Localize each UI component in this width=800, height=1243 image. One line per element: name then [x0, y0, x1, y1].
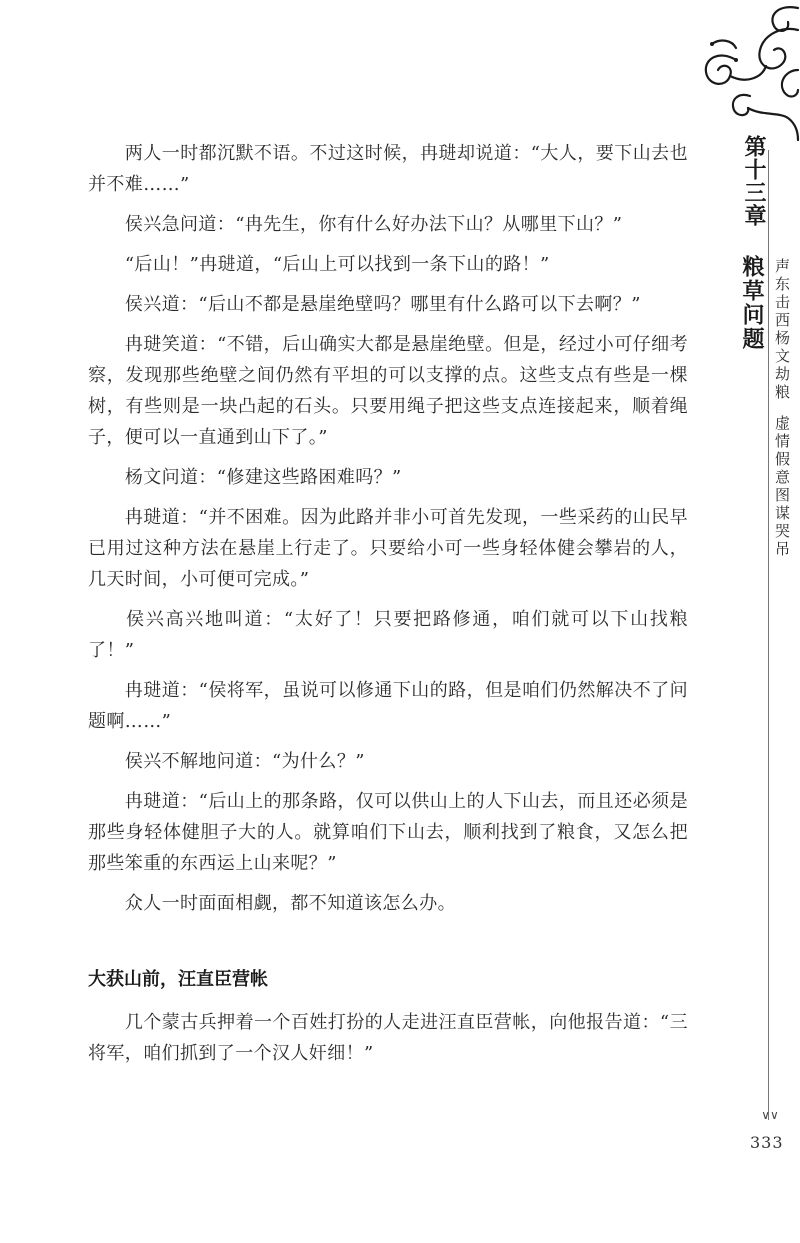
- paragraph: 杨文问道：“修建这些路困难吗？”: [124, 467, 402, 488]
- chapter-subtitle-line1: 声东击西杨文劫粮: [773, 258, 791, 402]
- paragraph: 侯兴道：“后山不都是悬崖绝壁吗？哪里有什么路可以下去啊？”: [124, 294, 641, 315]
- page-number: 333: [750, 1133, 784, 1152]
- paragraph: 几个蒙古兵押着一个百姓打扮的人走进汪直臣营帐，向他报告道：“三将军，咱们抓到了一个汉人奸细！”: [88, 1012, 688, 1064]
- side-divider: [768, 150, 769, 1120]
- paragraph: “后山！”冉琎道，“后山上可以找到一条下山的路！”: [124, 254, 550, 275]
- paragraph: 冉琎道：“后山上的那条路，仅可以供山上的人下山去，而且还必须是那些身轻体健胆子大的人。就算咱们下山去，顺利找到了粮食，又怎么把那些笨重的东西运上山来呢？”: [88, 791, 688, 874]
- section-spacer: [88, 928, 688, 964]
- chapter-title: 粮草问题: [739, 255, 765, 351]
- paragraph: 两人一时都沉默不语。不过这时候，冉琎却说道：“大人，要下山去也并不难……”: [88, 143, 688, 195]
- paragraph: 侯兴不解地问道：“为什么？”: [124, 751, 365, 772]
- chapter-number: 第十三章: [741, 135, 767, 227]
- paragraph: 侯兴高兴地叫道：“太好了！只要把路修通，咱们就可以下山找粮了！”: [88, 609, 688, 661]
- chapter-subtitle-line2: 虚情假意图谋哭吊: [773, 415, 791, 559]
- chevron-down-icon: ∨∨: [761, 1108, 779, 1122]
- paragraph: 冉琎道：“并不困难。因为此路并非小可首先发现，一些采药的山民早已用过这种方法在悬崖上行走了。只要给小可一些身轻体健会攀岩的人，几天时间，小可便可完成。”: [88, 507, 688, 590]
- paragraph: 冉琎笑道：“不错，后山确实大都是悬崖绝壁。但是，经过小可仔细考察，发现那些绝壁之间仍然有平坦的可以支撑的点。这些支点有些是一棵树，有些则是一块凸起的石头。只要用绳子把这些支点连接起来，顺着绳子，便可以一直通到山下了。”: [88, 334, 688, 448]
- paragraph: 冉琎道：“侯将军，虽说可以修通下山的路，但是咱们仍然解决不了问题啊……”: [88, 680, 688, 732]
- cloud-scroll-icon: [690, 0, 800, 150]
- body-text: [88, 138, 688, 1078]
- paragraph: 众人一时面面相觑，都不知道该怎么办。: [124, 893, 457, 914]
- section-heading: 大获山前，汪直臣营帐: [88, 969, 268, 990]
- paragraph: 侯兴急问道：“冉先生，你有什么好办法下山？从哪里下山？”: [124, 214, 623, 235]
